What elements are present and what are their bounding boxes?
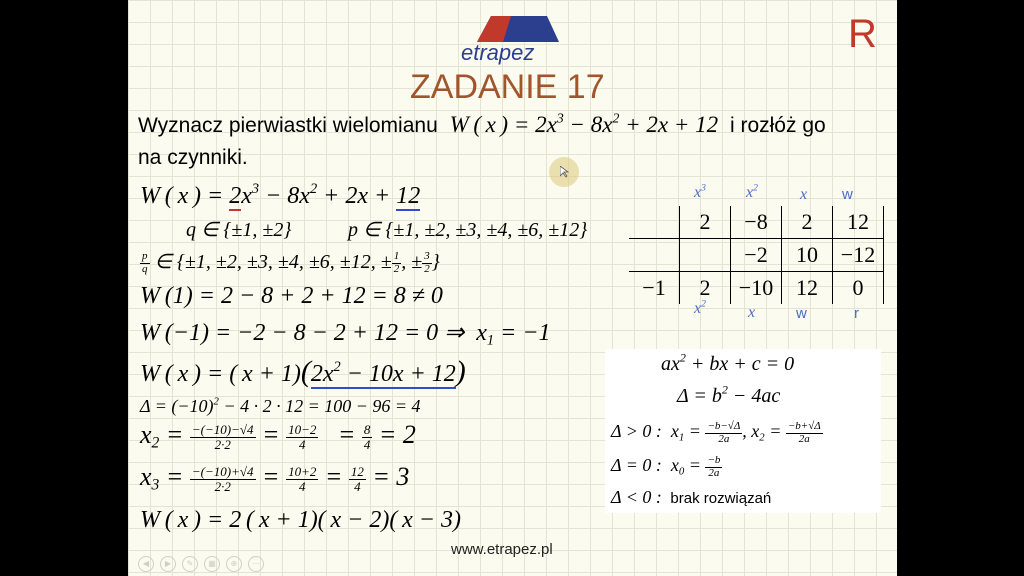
formula-quadratic: $ax^2$ + bx + c = 0 [661,350,795,375]
horner-root: −1 [629,272,680,305]
horner-row-coefficients [629,206,884,239]
nav-zoom-button[interactable]: ⊕ [226,556,242,572]
scheme-footer-x: x [748,304,756,321]
work-x2: $x_2$ = $\frac{-(-10)-√4}{2\cdot 2}$ = $\frac{10-2}{4}$ = $\frac{8}{4}$ = 2 [140,420,416,452]
level-badge: R [848,12,877,56]
logo-text-label: etrapez [461,40,535,65]
horner-cell: 0 [833,272,884,305]
page-title: ZADANIE 17 [410,68,605,106]
cursor-highlight [549,157,579,187]
horner-cell: 2 [680,206,731,239]
horner-cell [629,206,680,239]
formula-case-negative: Δ < 0 : brak rozwiązań [611,487,772,507]
work-w1: W (1) = 2 − 8 + 2 + 12 = 8 ≠ 0 [140,283,443,309]
horner-cell: 2 [782,206,833,239]
task-line-1 [138,112,826,138]
no-solution-label: brak rozwiązań [670,490,772,507]
footer-url: www.etrapez.pl [451,541,553,558]
work-wm1: W (−1) = −2 − 8 − 2 + 12 = 0 ⇒ $x_1 = -1$ [140,320,551,349]
horner-cell [680,239,731,272]
formula-case-zero: Δ = 0 : $x_0$ = $\frac{-b}{2a}$ [611,454,721,479]
work-factored-final: W ( x ) = 2 ( x + 1)( x − 2)( x − 3) [140,507,461,533]
formula-case-positive: Δ > 0 : $x_1$ = $\frac{-b-√\Delta}{2a}$ , $x_2$ = $\frac{-b+√\Delta}{2a}$ [611,420,821,445]
horner-cell: −8 [731,206,782,239]
task-polynomial: W ( x ) = $2x^3 - 8x^2 + 2x + 12$ [449,110,719,137]
scheme-footer-w: w [796,305,807,322]
slide [128,0,897,576]
horner-cell: −2 [731,239,782,272]
work-factored-1: W ( x ) = ( $x + 1)(2x^2 - 10x + 12)$ [140,355,466,388]
cursor-icon [560,166,570,178]
logo-text [461,40,534,66]
formula-delta: $\Delta = b^2 - 4ac$ [677,382,781,407]
work-polynomial: W ( x ) = $2x^3 - 8x^2 + 2x + 12$ [140,180,421,209]
scheme-header-x2: $x^2$ [746,182,758,201]
scheme-header-x: x [800,186,808,203]
horner-table [629,206,884,304]
nav-more-button[interactable]: ⋯ [248,556,264,572]
nav-next-button[interactable]: ▶ [160,556,176,572]
scheme-footer-x2: $x^2$ [694,298,706,317]
scheme-header-x3: $x^3$ [694,182,706,201]
task-line-2: na czynniki. [138,146,248,169]
work-delta: $\Delta = (-10)^2 - 4 \cdot 2 \cdot 12 = 100 - 96 = 4$ [140,395,421,416]
task-prefix: Wyznacz pierwiastki wielomianu [138,114,438,137]
nav-prev-button[interactable]: ◀ [138,556,154,572]
formula-box [605,349,881,513]
work-p-set: p ∈ {±1, ±2, ±3, ±4, ±6, ±12} [348,219,588,241]
work-x3: $x_3$ = $\frac{-(-10)+√4}{2\cdot 2}$ = $\frac{10+2}{4}$ = $\frac{12}{4}$ = 3 [140,462,410,494]
work-pq-set: $\frac{p}{q}$ ∈ {±1, ±2, ±3, ±4, ±6, ±12, ± $\frac{1}{2}$ , ± $\frac{3}{2}$ } [142,250,440,275]
nav-pen-button[interactable]: ✎ [182,556,198,572]
horner-cell: 2 [680,272,731,305]
etrapez-logo [463,12,573,72]
horner-row-products [629,239,884,272]
horner-cell: −10 [731,272,782,305]
horner-cell: 10 [782,239,833,272]
task-suffix: i rozłóż go [729,114,826,137]
horner-cell: 12 [782,272,833,305]
work-q-set: q ∈ {±1, ±2} [186,219,292,241]
scheme-footer-r: r [854,305,859,322]
horner-cell [629,239,680,272]
scheme-header-w: w [842,186,853,203]
horner-cell: 12 [833,206,884,239]
horner-row-result [629,272,884,305]
nav-grid-button[interactable]: ▦ [204,556,220,572]
horner-cell: −12 [833,239,884,272]
